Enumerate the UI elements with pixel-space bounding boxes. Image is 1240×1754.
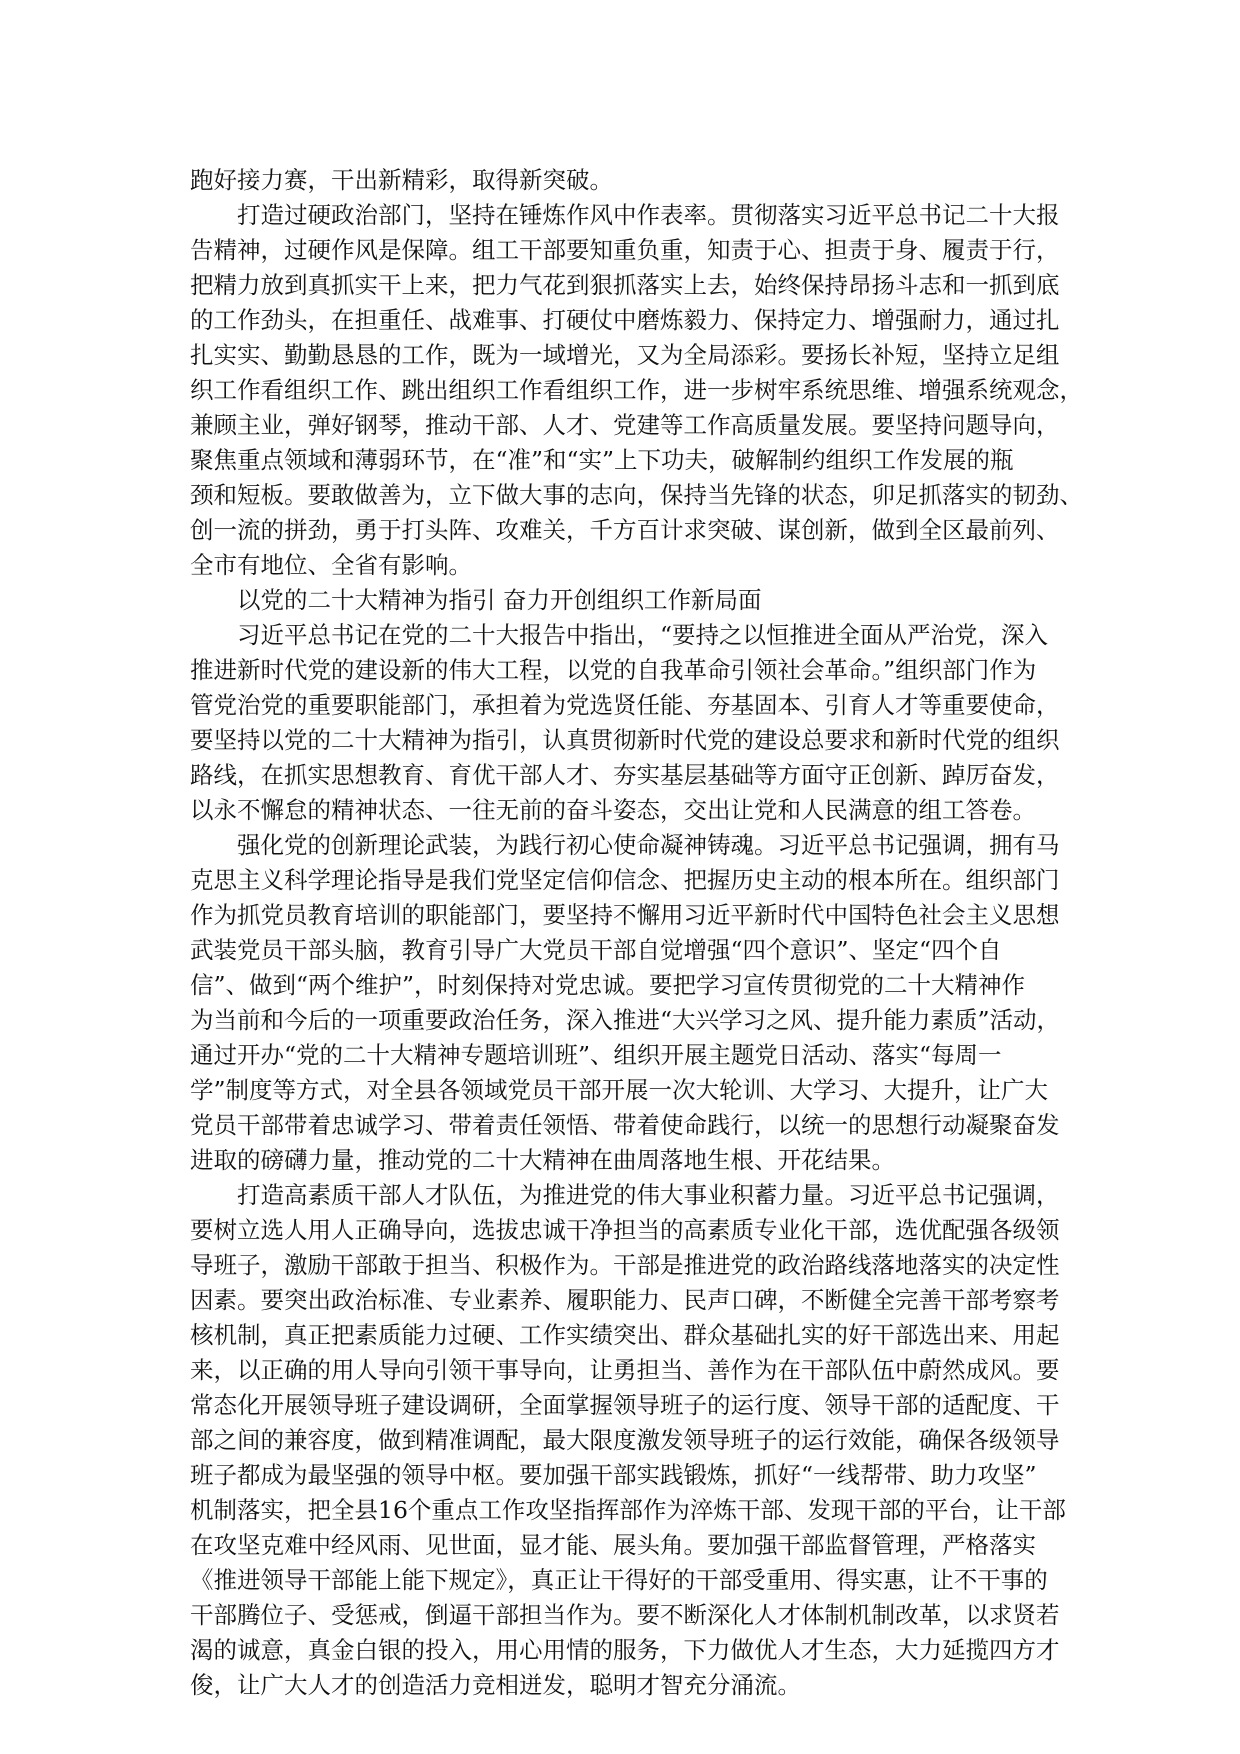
text-line: 导班子，激励干部敢于担当、积极作为。干部是推进党的政治路线落地落实的决定性 <box>190 1251 1060 1279</box>
text-line: 习近平总书记在党的二十大报告中指出，“要持之以恒推进全面从严治党，深入 <box>237 621 1049 649</box>
text-line: 《推进领导干部能上能下规定》，真正让干得好的干部受重用、得实惠，让不干事的 <box>190 1566 1048 1594</box>
text-line: 强化党的创新理论武装，为践行初心使命凝神铸魂。习近平总书记强调，拥有马 <box>237 831 1060 859</box>
text-line: 打造过硬政治部门，坚持在锤炼作风中作表率。贯彻落实习近平总书记二十大报 <box>237 201 1060 229</box>
text-line: 全市有地位、全省有影响。 <box>190 551 472 579</box>
text-line: 管党治党的重要职能部门，承担着为党选贤任能、夯基固本、引育人才等重要使命， <box>190 691 1060 719</box>
text-line: 织工作看组织工作、跳出组织工作看组织工作，进一步树牢系统思维、增强系统观念， <box>190 376 1083 404</box>
text-line: 作为抓党员教育培训的职能部门，要坚持不懈用习近平新时代中国特色社会主义思想 <box>190 901 1060 929</box>
document-body <box>190 163 1083 1703</box>
text-line: 要树立选人用人正确导向，选拔忠诚干净担当的高素质专业化干部，选优配强各级领 <box>190 1216 1060 1244</box>
text-line: 班子都成为最坚强的领导中枢。要加强干部实践锻炼，抓好“一线帮带、助力攻坚” <box>190 1461 1037 1489</box>
text-line: 以党的二十大精神为指引 奋力开创组织工作新局面 <box>237 586 762 614</box>
text-line: 来，以正确的用人导向引领干事导向，让勇担当、善作为在干部队伍中蔚然成风。要 <box>190 1356 1060 1384</box>
text-line: 兼顾主业，弹好钢琴，推动干部、人才、党建等工作高质量发展。要坚持问题导向， <box>190 411 1060 439</box>
text-line: 俊，让广大人才的创造活力竞相迸发，聪明才智充分涌流。 <box>190 1671 801 1699</box>
text-line: 推进新时代党的建设新的伟大工程，以党的自我革命引领社会革命。”组织部门作为 <box>190 656 1037 684</box>
text-line: 的工作劲头，在担重任、战难事、打硬仗中磨炼毅力、保持定力、增强耐力，通过扎 <box>190 306 1060 334</box>
text-line: 部之间的兼容度，做到精准调配，最大限度激发领导班子的运行效能，确保各级领导 <box>190 1426 1060 1454</box>
text-line: 机制落实，把全县16个重点工作攻坚指挥部作为淬炼干部、发现干部的平台，让干部 <box>190 1496 1066 1524</box>
text-line: 常态化开展领导班子建设调研，全面掌握领导班子的运行度、领导干部的适配度、干 <box>190 1391 1060 1419</box>
text-line: 进取的磅礴力量，推动党的二十大精神在曲周落地生根、开花结果。 <box>190 1146 895 1174</box>
text-line: 路线，在抓实思想教育、育优干部人才、夯实基层基础等方面守正创新、踔厉奋发， <box>190 761 1060 789</box>
text-line: 要坚持以党的二十大精神为指引，认真贯彻新时代党的建设总要求和新时代党的组织 <box>190 726 1060 754</box>
text-line: 核机制，真正把素质能力过硬、工作实绩突出、群众基础扎实的好干部选出来、用起 <box>190 1321 1060 1349</box>
text-line: 打造高素质干部人才队伍，为推进党的伟大事业积蓄力量。习近平总书记强调， <box>237 1181 1060 1209</box>
text-line: 跑好接力赛，干出新精彩，取得新突破。 <box>190 166 613 194</box>
text-line: 以永不懈怠的精神状态、一往无前的奋斗姿态，交出让党和人民满意的组工答卷。 <box>190 796 1036 824</box>
text-line: 渴的诚意，真金白银的投入，用心用情的服务，下力做优人才生态，大力延揽四方才 <box>190 1636 1060 1664</box>
text-line: 为当前和今后的一项重要政治任务，深入推进“大兴学习之风、提升能力素质”活动， <box>190 1006 1061 1034</box>
text-line: 干部腾位子、受惩戒，倒逼干部担当作为。要不断深化人才体制机制改革，以求贤若 <box>190 1601 1060 1629</box>
text-line: 克思主义科学理论指导是我们党坚定信仰信念、把握历史主动的根本所在。组织部门 <box>190 866 1060 894</box>
text-line: 因素。要突出政治标准、专业素养、履职能力、民声口碑，不断健全完善干部考察考 <box>190 1286 1060 1314</box>
text-line: 扎实实、勤勤恳恳的工作，既为一域增光，又为全局添彩。要扬长补短，坚持立足组 <box>190 341 1060 369</box>
text-line: 学”制度等方式，对全县各领域党员干部开展一次大轮训、大学习、大提升，让广大 <box>190 1076 1049 1104</box>
text-line: 武装党员干部头脑，教育引导广大党员干部自觉增强“四个意识”、坚定“四个自 <box>190 936 1002 964</box>
text-line: 把精力放到真抓实干上来，把力气花到狠抓落实上去，始终保持昂扬斗志和一抓到底 <box>190 271 1060 299</box>
text-line: 信”、做到“两个维护”，时刻保持对党忠诚。要把学习宣传贯彻党的二十大精神作 <box>190 971 1026 999</box>
text-line: 在攻坚克难中经风雨、见世面，显才能、展头角。要加强干部监督管理，严格落实 <box>190 1531 1036 1559</box>
text-line: 创一流的拼劲，勇于打头阵、攻难关，千方百计求突破、谋创新，做到全区最前列、 <box>190 516 1060 544</box>
text-line: 党员干部带着忠诚学习、带着责任领悟、带着使命践行，以统一的思想行动凝聚奋发 <box>190 1111 1060 1139</box>
text-line: 告精神，过硬作风是保障。组工干部要知重负重，知责于心、担责于身、履责于行， <box>190 236 1060 264</box>
text-line: 聚焦重点领域和薄弱环节，在“准”和“实”上下功夫，破解制约组织工作发展的瓶 <box>190 446 1014 474</box>
text-line: 颈和短板。要敢做善为，立下做大事的志向，保持当先锋的状态，卯足抓落实的韧劲、 <box>190 481 1083 509</box>
text-line: 通过开办“党的二十大精神专题培训班”、组织开展主题党日活动、落实“每周一 <box>190 1041 1002 1069</box>
